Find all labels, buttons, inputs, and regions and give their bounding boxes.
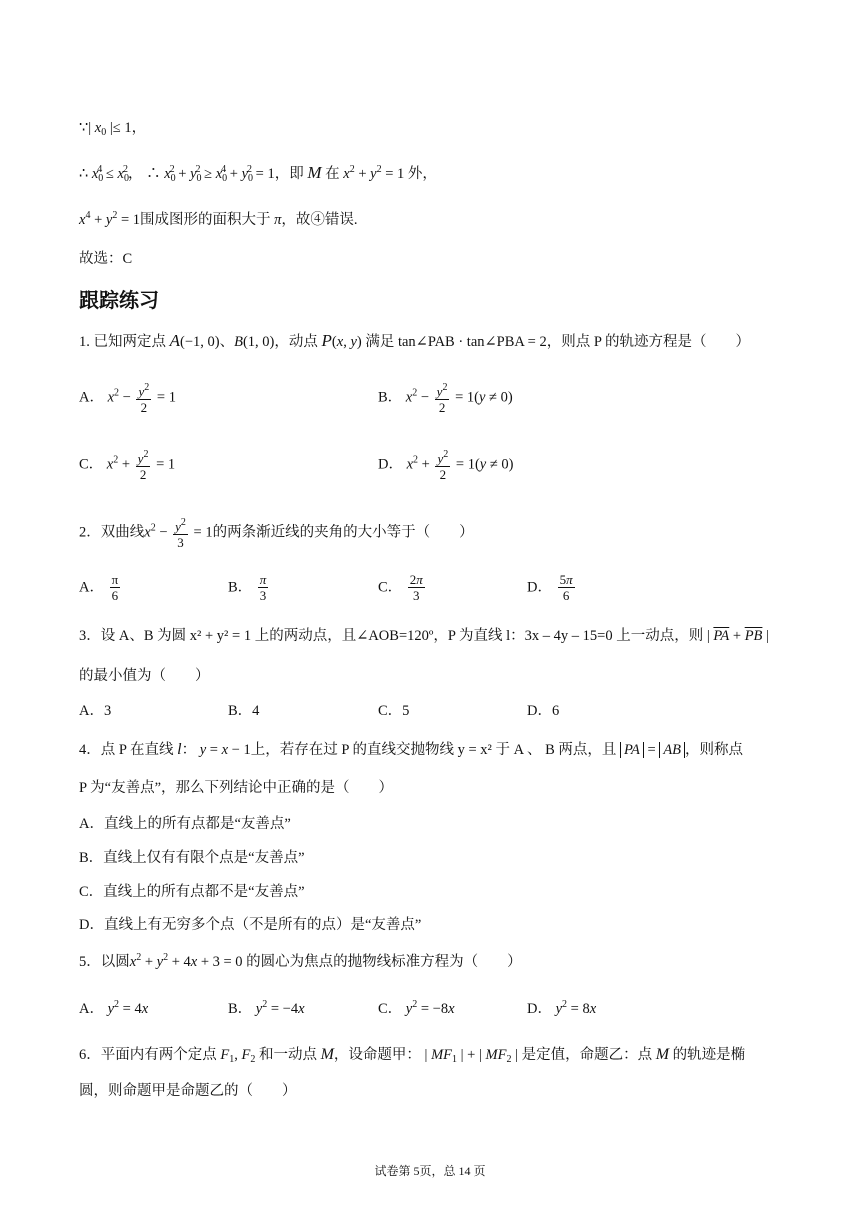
answer-line: 故选：C bbox=[79, 251, 133, 267]
solution-line-3: $x^4 + y^2 = 1$围成图形的面积大于 π，故④错误. bbox=[79, 210, 358, 228]
q5-option-b[interactable]: B． $y^2 = -4x$ bbox=[228, 999, 305, 1017]
q1-option-d[interactable]: D． $x^2$ + $\frac{y^2}{2}$ = 1(y ≠ 0) bbox=[378, 449, 514, 482]
page-footer: 试卷第 5页，总 14 页 bbox=[374, 1164, 486, 1178]
q4-option-a[interactable]: A．直线上的所有点都是“友善点” bbox=[79, 816, 291, 832]
q4-stem-2: P 为“友善点”，那么下列结论中正确的是（ ） bbox=[79, 780, 394, 796]
section-title: 跟踪练习 bbox=[79, 288, 159, 312]
q5-stem: 5．以圆$x^2 + y^2 + 4x + 3 = 0$ 的圆心为焦点的抛物线标准方程为（ ） bbox=[79, 952, 522, 970]
q1-option-d-label: D． bbox=[378, 456, 403, 473]
q2-option-c[interactable]: C． $\frac{2\pi}{3}$ bbox=[378, 572, 423, 603]
q6-stem-c: ，设命题甲： bbox=[333, 1047, 421, 1063]
q3-option-d[interactable]: D．6 bbox=[527, 703, 560, 719]
solution-line-3-text: 围成图形的面积大于 bbox=[140, 212, 271, 228]
q2-stem-a: 2．双曲线 bbox=[79, 524, 145, 541]
q4-stem-b: 上，若存在过 P 的直线交抛物线 y = x² 于 A 、 B 两点，且 bbox=[250, 742, 617, 758]
q5-option-a[interactable]: A． $y^2 = 4x$ bbox=[79, 999, 149, 1017]
q4-option-b[interactable]: B．直线上仅有有限个点是“友善点” bbox=[79, 850, 305, 866]
q1-option-b[interactable]: B． $x^2$ − $\frac{y^2}{2}$ = 1(y ≠ 0) bbox=[378, 382, 513, 415]
q6-stem-a: 6．平面内有两个定点 bbox=[79, 1047, 217, 1063]
solution-line-3-end: ，故④错误. bbox=[281, 212, 358, 228]
q2-option-a[interactable]: A． $\frac{\pi}{6}$ bbox=[79, 572, 119, 603]
q5-option-d[interactable]: D． $y^2 = 8x$ bbox=[527, 999, 597, 1017]
q2-option-b-label: B． bbox=[228, 579, 253, 596]
q1-stem: 1. 已知两定点 A(−1, 0)、B(1, 0)，动点 P(x, y) 满足 tan∠PAB · tan∠PBA = 2，则点 P 的轨迹方程是（ ） bbox=[79, 331, 751, 350]
solution-line-1: ∵| $x_0$ |≤ 1， bbox=[79, 120, 147, 138]
q3-stem: 3．设 A、B 为圆 x² + y² = 1 上的两动点，且∠AOB=120º，P 为直线 l：3x – 4y – 15=0 上一动点，则 | $\overline{PA} + \overline{PB}$ | bbox=[79, 628, 769, 644]
q2-stem: 2．双曲线$x^2$ − $\frac{y^2}{3}$ = 1的两条渐近线的夹角的大小等于（ ） bbox=[79, 517, 474, 550]
q6-stem-d: 是定值，命题乙：点 bbox=[521, 1047, 653, 1063]
q1-stem-a: 1. 已知两定点 bbox=[79, 334, 166, 350]
q1-option-a-label: A． bbox=[79, 389, 104, 406]
q2-option-a-label: A． bbox=[79, 579, 104, 596]
q3-stem-2: 的最小值为（ ） bbox=[79, 668, 210, 684]
q4-stem: 4．点 P 在直线 l： y = x − 1上，若存在过 P 的直线交抛物线 y = x² 于 A 、 B 两点，且 PA = AB ，则称点 bbox=[79, 741, 744, 758]
q5-option-d-label: D． bbox=[527, 1001, 552, 1017]
q1-stem-b: 满足 tan∠PAB · tan∠PBA = 2，则点 P 的轨迹方程是（ ） bbox=[365, 334, 751, 350]
q1-option-c[interactable]: C． $x^2$ + $\frac{y^2}{2}$ = 1 bbox=[79, 449, 176, 482]
q6-stem-2: 圆，则命题甲是命题乙的（ ） bbox=[79, 1083, 297, 1099]
q4-option-c[interactable]: C．直线上的所有点都不是“友善点” bbox=[79, 884, 305, 900]
q2-option-c-label: C． bbox=[378, 579, 403, 596]
q5-option-a-label: A． bbox=[79, 1001, 104, 1017]
q1-option-c-label: C． bbox=[79, 456, 104, 473]
q6-stem: 6．平面内有两个定点 $F_1$, $F_2$ 和一动点 M，设命题甲： | $MF_1$ | + | $MF_2$ | 是定值，命题乙：点 M 的轨迹是椭 bbox=[79, 1046, 746, 1065]
q4-stem-a: 4．点 P 在直线 bbox=[79, 742, 174, 758]
q3-option-a[interactable]: A．3 bbox=[79, 703, 112, 719]
q1-option-a[interactable]: A． $x^2$ − $\frac{y^2}{2}$ = 1 bbox=[79, 382, 176, 415]
q3-stem-text: 3．设 A、B 为圆 x² + y² = 1 上的两动点，且∠AOB=120º，P 为直线 l：3x – 4y – 15=0 上一动点，则 bbox=[79, 628, 704, 644]
q4-option-d[interactable]: D．直线上有无穷多个点（不是所有的点）是“友善点” bbox=[79, 917, 422, 933]
q3-option-c[interactable]: C．5 bbox=[378, 703, 410, 719]
q5-option-b-label: B． bbox=[228, 1001, 253, 1017]
q2-stem-b: 的两条渐近线的夹角的大小等于（ ） bbox=[212, 524, 474, 541]
q2-option-d[interactable]: D． $\frac{5\pi}{6}$ bbox=[527, 572, 573, 603]
q5-option-c[interactable]: C． $y^2 = -8x$ bbox=[378, 999, 455, 1017]
q5-stem-a: 5．以圆 bbox=[79, 954, 130, 970]
q2-option-d-label: D． bbox=[527, 579, 552, 596]
solution-line-2: ∴ $x_0^4 \le x_0^2$， ∴ $x_0^2 + y_0^2 \ge x_0^4 + y_0^2 = 1$，即 M 在 $x^2 + y^2 = 1$ 外， bbox=[79, 163, 437, 184]
q1-option-b-label: B． bbox=[378, 389, 403, 406]
q5-option-c-label: C． bbox=[378, 1001, 403, 1017]
q5-stem-b: 的圆心为焦点的抛物线标准方程为（ ） bbox=[246, 954, 522, 970]
q6-stem-e: 的轨迹是椭 bbox=[672, 1047, 746, 1063]
q4-stem-c: ，则称点 bbox=[685, 742, 744, 758]
q3-option-b[interactable]: B．4 bbox=[228, 703, 260, 719]
q2-option-b[interactable]: B． $\frac{\pi}{3}$ bbox=[228, 572, 267, 603]
q6-stem-b: 和一动点 bbox=[258, 1047, 317, 1063]
